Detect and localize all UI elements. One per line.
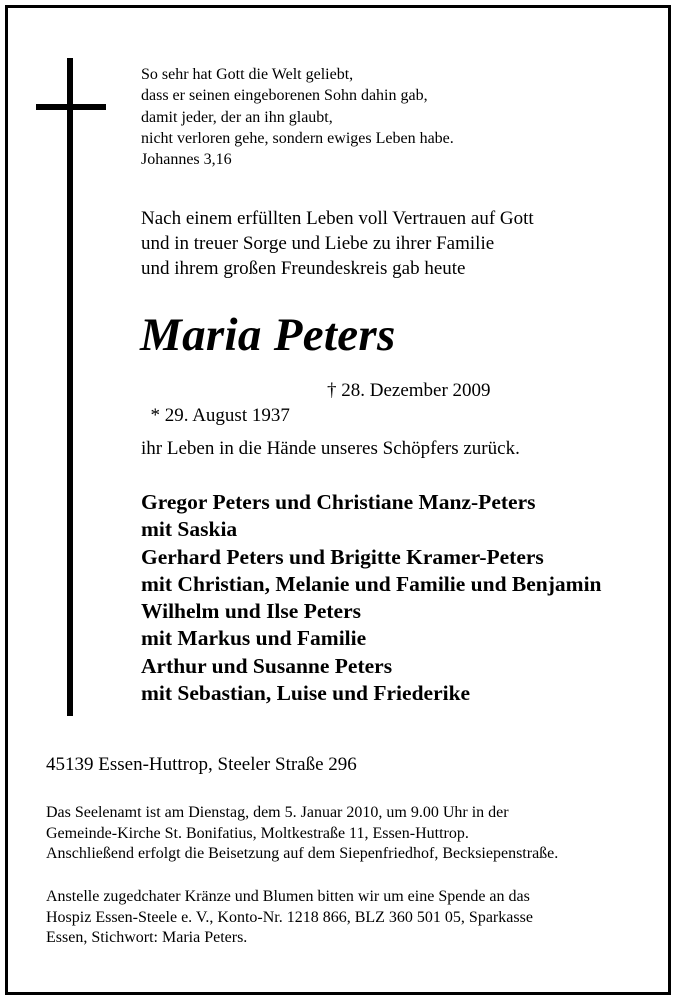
- family-line: Gerhard Peters und Brigitte Kramer-Peters: [141, 544, 544, 569]
- intro-line: Nach einem erfüllten Leben voll Vertrauen auf Gott: [141, 208, 534, 229]
- donation-request: [46, 887, 533, 949]
- cross-horizontal-bar: [36, 104, 106, 110]
- verse-reference: Johannes 3,16: [141, 151, 232, 169]
- mourning-address: 45139 Essen-Huttrop, Steeler Straße 296: [46, 754, 357, 775]
- family-line: mit Sebastian, Luise und Friederike: [141, 681, 471, 706]
- family-line: mit Saskia: [141, 517, 238, 542]
- service-line: Gemeinde-Kirche St. Bonifatius, Moltkestraße 11, Essen-Huttrop.: [46, 824, 469, 842]
- funeral-service-info: [46, 803, 558, 865]
- service-line: Das Seelenamt ist am Dienstag, dem 5. Januar 2010, um 9.00 Uhr in der: [46, 804, 509, 821]
- intro-line: und in treuer Sorge und Liebe zu ihrer Familie: [141, 233, 495, 254]
- intro-text: [141, 206, 534, 281]
- family-list: [141, 489, 602, 707]
- bible-verse: [141, 64, 454, 170]
- donation-line: Essen, Stichwort: Maria Peters.: [46, 929, 248, 946]
- verse-line: damit jeder, der an ihn glaubt,: [141, 108, 333, 126]
- family-line: Wilhelm und Ilse Peters: [141, 599, 361, 624]
- verse-line: dass er seinen eingeborenen Sohn dahin gab,: [141, 87, 428, 105]
- cross-vertical-bar: [67, 58, 73, 716]
- family-line: mit Markus und Familie: [141, 626, 367, 651]
- donation-line: Hospiz Essen-Steele e. V., Konto-Nr. 1218 866, BLZ 360 501 05, Sparkasse: [46, 908, 533, 926]
- verse-line: So sehr hat Gott die Welt geliebt,: [141, 66, 354, 83]
- family-line: mit Christian, Melanie und Familie und Benjamin: [141, 571, 602, 596]
- family-line: Arthur und Susanne Peters: [141, 653, 393, 678]
- deceased-name: Maria Peters: [140, 309, 396, 361]
- birth-date: * 29. August 1937: [150, 405, 290, 426]
- intro-line: und ihrem großen Freundeskreis gab heute: [141, 258, 466, 279]
- family-line: Gregor Peters und Christiane Manz-Peters: [141, 490, 536, 514]
- outro-text: ihr Leben in die Hände unseres Schöpfers zurück.: [141, 438, 520, 459]
- service-line: Anschließend erfolgt die Beisetzung auf dem Siepenfriedhof, Becksiepenstraße.: [46, 845, 559, 862]
- verse-line: nicht verloren gehe, sondern ewiges Leben habe.: [141, 129, 454, 147]
- death-date: † 28. Dezember 2009: [327, 380, 491, 401]
- donation-line: Anstelle zugedchater Kränze und Blumen bitten wir um eine Spende an das: [46, 888, 530, 905]
